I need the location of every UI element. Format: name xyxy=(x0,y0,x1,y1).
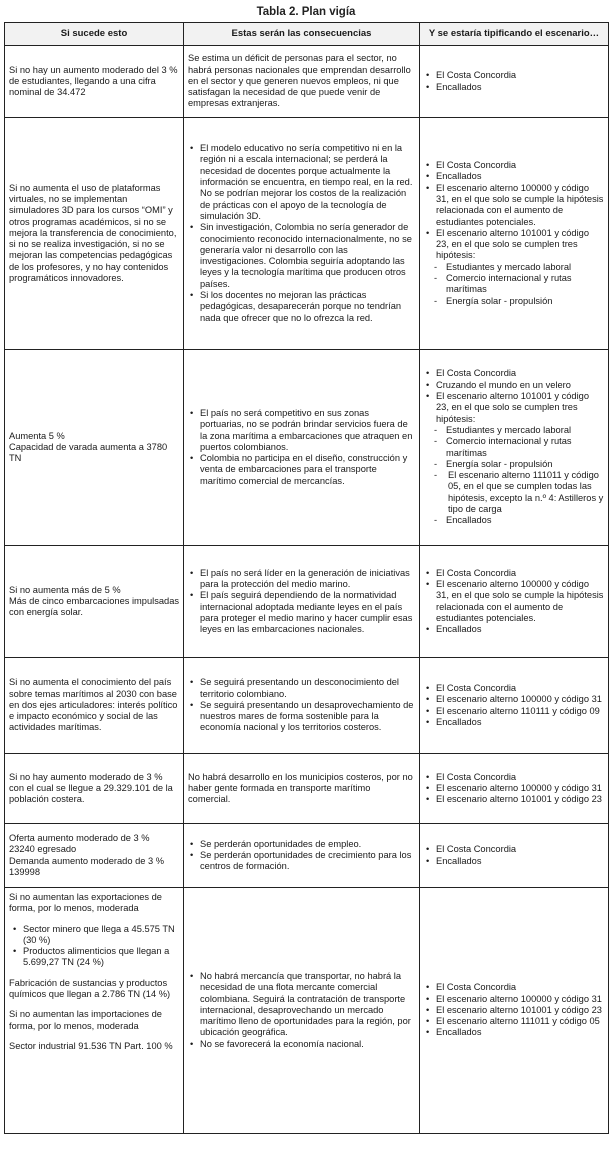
scenario-subitem: - Energía solar - propulsión xyxy=(424,459,604,470)
cause-text: Si no hay un aumento moderado del 3 % de estudiantes, llegando a una cifra nominal de 34.472 xyxy=(9,64,178,98)
scenario-item: • El escenario alterno 100000 y código 31 xyxy=(424,783,604,794)
scenario-item: • El escenario alterno 100000 y código 31 xyxy=(424,994,604,1005)
scenario-cell xyxy=(420,888,609,1134)
cause-text: Sector industrial 91.536 TN Part. 100 % xyxy=(9,1040,173,1051)
table-row xyxy=(5,888,609,1134)
consequence-cell xyxy=(184,46,420,118)
table-title: Tabla 2. Plan vigía xyxy=(256,6,356,18)
table-row xyxy=(5,118,609,350)
scenario-item: • El Costa Concordia xyxy=(424,683,604,694)
scenario-cell xyxy=(420,350,609,546)
scenario-item: • Encallados xyxy=(424,856,604,867)
scenario-item: • El escenario alterno 101001 y código 23, en el que solo se cumplen tres hipótesis: xyxy=(424,228,604,262)
consequence-item: • Se seguirá presentando un desconocimiento del territorio colombiano. xyxy=(188,677,415,700)
cause-text: Oferta aumento moderado de 3 % xyxy=(9,832,150,843)
scenario-item: • El Costa Concordia xyxy=(424,772,604,783)
table-row xyxy=(5,658,609,754)
scenario-item: • El escenario alterno 101001 y código 23 xyxy=(424,1005,604,1016)
scenario-subitem: - Encallados xyxy=(424,515,604,526)
scenario-cell xyxy=(420,118,609,350)
scenario-item: • Cruzando el mundo en un velero xyxy=(424,380,604,391)
cause-text: Más de cinco embarcaciones impulsadas con energía solar. xyxy=(9,595,180,618)
consequence-item: • Colombia no participa en el diseño, construcción y venta de embarcaciones para el transporte marítimo comercial de mercancías. xyxy=(188,453,415,487)
scenario-item: • El Costa Concordia xyxy=(424,844,604,855)
scenario-cell xyxy=(420,546,609,658)
cause-text: 139998 xyxy=(9,866,41,877)
cause-text: Demanda aumento moderado de 3 % xyxy=(9,855,165,866)
consequence-cell xyxy=(184,888,420,1134)
scenario-item: • El escenario alterno 101001 y código 23, en el que solo se cumplen tres hipótesis: xyxy=(424,391,604,425)
scenario-item: • Encallados xyxy=(424,1027,604,1038)
scenario-item: • El Costa Concordia xyxy=(424,70,604,81)
scenario-subitem: - Energía solar - propulsión xyxy=(424,296,604,307)
scenario-cell xyxy=(420,754,609,824)
consequence-cell xyxy=(184,118,420,350)
cause-cell xyxy=(5,754,184,824)
cause-text: Si no aumenta más de 5 % xyxy=(9,584,121,595)
scenario-item: • El escenario alterno 111011 y código 05 xyxy=(424,1016,604,1027)
consequence-cell xyxy=(184,658,420,754)
cause-text: Fabricación de sustancias y productos químicos que llegan a 2.786 TN (14 %) xyxy=(9,977,171,1000)
cause-text: Aumenta 5 % xyxy=(9,430,65,441)
scenario-item: • El Costa Concordia xyxy=(424,568,604,579)
consequence-item: • Sin investigación, Colombia no sería generador de conocimiento reconocido internacionalmente, no se generaría valor ni desarrollo con las investigaciones. Colombia seguiría adoptando las leyes y la tecnología marítima que producen otros países. xyxy=(188,222,415,290)
scenario-item: • Encallados xyxy=(424,82,604,93)
table-row xyxy=(5,546,609,658)
scenario-item: • El escenario alterno 101001 y código 23 xyxy=(424,794,604,805)
scenario-item: • Encallados xyxy=(424,717,604,728)
table-row xyxy=(5,350,609,546)
consequence-cell xyxy=(184,350,420,546)
plan-vigia-table xyxy=(4,22,609,1134)
header-row xyxy=(5,23,609,46)
scenario-item: • El Costa Concordia xyxy=(424,982,604,993)
scenario-item: • El escenario alterno 100000 y código 31, en el que solo se cumple la hipótesis relacionada con el aumento de estudiantes potenciales. xyxy=(424,579,604,624)
scenario-item: • El escenario alterno 100000 y código 31 xyxy=(424,694,604,705)
consequence-cell xyxy=(184,546,420,658)
scenario-item: • Encallados xyxy=(424,624,604,635)
scenario-subitem: - Comercio internacional y rutas marítimas xyxy=(424,436,604,459)
consequence-item: • Se perderán oportunidades de crecimiento para los centros de formación. xyxy=(188,850,415,873)
scenario-item: • El escenario alterno 100000 y código 31, en el que solo se cumple la hipótesis relacionada con el aumento de estudiantes potenciales. xyxy=(424,183,604,228)
consequence-item: • El modelo educativo no sería competitivo ni en la región ni a escala internacional; se perderá la necesidad de docentes porque actualmente la información se encuentra, en tiempo real, en la red. No se podrían mejorar los costos de la realización de prácticas con el apoyo de la tecnología de simulación 3D. xyxy=(188,143,415,222)
cause-cell xyxy=(5,546,184,658)
scenario-item: • El escenario alterno 110111 y código 09 xyxy=(424,706,604,717)
cause-cell xyxy=(5,46,184,118)
consequence-item: • Si los docentes no mejoran las prácticas pedagógicas, desaparecerán porque no tendrían nada que ofrecer que no lo ofrezca la red. xyxy=(188,290,415,324)
consequence-text: No habrá desarrollo en los municipios costeros, por no haber gente formada en transporte marítimo comercial. xyxy=(188,771,413,805)
consequence-cell xyxy=(184,754,420,824)
consequence-item: • El país seguirá dependiendo de la normatividad internacional adoptada mediante leyes en el país para proteger el medio marino y hacer cumplir esas leyes en las embarcaciones nacionales. xyxy=(188,590,415,635)
consequence-item: • Se seguirá presentando un desaprovechamiento de nuestros mares de forma sostenible para la economía nacional y los territorios costeros. xyxy=(188,700,415,734)
table-row xyxy=(5,754,609,824)
scenario-cell xyxy=(420,46,609,118)
scenario-subitem: - Comercio internacional y rutas marítimas xyxy=(424,273,604,296)
cause-cell xyxy=(5,118,184,350)
consequence-item: • Se perderán oportunidades de empleo. xyxy=(188,839,415,850)
header-scenario: Y se estaría tipificando el escenario… xyxy=(420,23,609,46)
scenario-subitem: - El escenario alterno 111011 y código 05, en el que se cumplen todas las hipótesis, excepto la n.º 4: Astilleros y tipo de carga xyxy=(424,470,604,515)
cause-text: Si no aumenta el uso de plataformas virtuales, no se implementan simuladores 3D para los cursos “OMI” y otros programas académicos, si no se mejora la transferencia de conocimiento, si no se realiza investigación, si no se mejoran las competencias pedagógicas de los profesores, y no hay contenidos programáticos innovadores. xyxy=(9,182,177,284)
table-row xyxy=(5,824,609,888)
header-consequences: Estas serán las consecuencias xyxy=(184,23,420,46)
cause-bullet: • Productos alimenticios que llegan a 5.699,27 TN (24 %) xyxy=(11,946,179,969)
header-cause: Si sucede esto xyxy=(5,23,184,46)
cause-text: Si no aumentan las importaciones de forma, por lo menos, moderada xyxy=(9,1009,162,1031)
consequence-text: Se estima un déficit de personas para el sector, no habrá personas nacionales que emprendan desarrollo en el sector y que generen nuevos empleos, ni que satisfagan la necesidad de que puede venir de empresas extranjeras. xyxy=(188,53,411,109)
consequence-item: • No se favorecerá la economía nacional. xyxy=(188,1039,415,1050)
cause-cell xyxy=(5,824,184,888)
consequence-item: • El país no será competitivo en sus zonas portuarias, no se podrán brindar servicios fuera de la zona marítima a embarcaciones que atraquen en puertos colombianos. xyxy=(188,408,415,453)
cause-text: Si no aumentan las exportaciones de forma, por lo menos, moderada xyxy=(9,892,162,914)
cause-cell xyxy=(5,350,184,546)
cause-text: Si no hay aumento moderado de 3 % con el cual se llegue a 29.329.101 de la población costera. xyxy=(9,771,173,805)
consequence-item: • No habrá mercancía que transportar, no habrá la necesidad de una flota mercante comercial colombiana. Seguirá la contratación de transporte internacional, desaprovechando un mercado marítimo lleno de oportunidades para la región, por ubicación geográfica. xyxy=(188,971,415,1039)
cause-cell xyxy=(5,888,184,1134)
cause-cell xyxy=(5,658,184,754)
cause-text: 23240 egresado xyxy=(9,844,77,855)
scenario-item: • El Costa Concordia xyxy=(424,368,604,379)
scenario-subitem: - Estudiantes y mercado laboral xyxy=(424,262,604,273)
table-row xyxy=(5,46,609,118)
consequence-cell xyxy=(184,824,420,888)
cause-bullet: • Sector minero que llega a 45.575 TN (30 %) xyxy=(11,924,179,947)
scenario-cell xyxy=(420,658,609,754)
scenario-cell xyxy=(420,824,609,888)
cause-text: Si no aumenta el conocimiento del país sobre temas marítimos al 2030 con base en dos ejes articuladores: interés político e impacto económico y social de las actividades marítimas. xyxy=(9,677,178,733)
consequence-item: • El país no será líder en la generación de iniciativas para la protección del medio marino. xyxy=(188,568,415,591)
scenario-item: • El Costa Concordia xyxy=(424,160,604,171)
scenario-subitem: - Estudiantes y mercado laboral xyxy=(424,425,604,436)
scenario-item: • Encallados xyxy=(424,171,604,182)
cause-text: Capacidad de varada aumenta a 3780 TN xyxy=(9,441,168,464)
